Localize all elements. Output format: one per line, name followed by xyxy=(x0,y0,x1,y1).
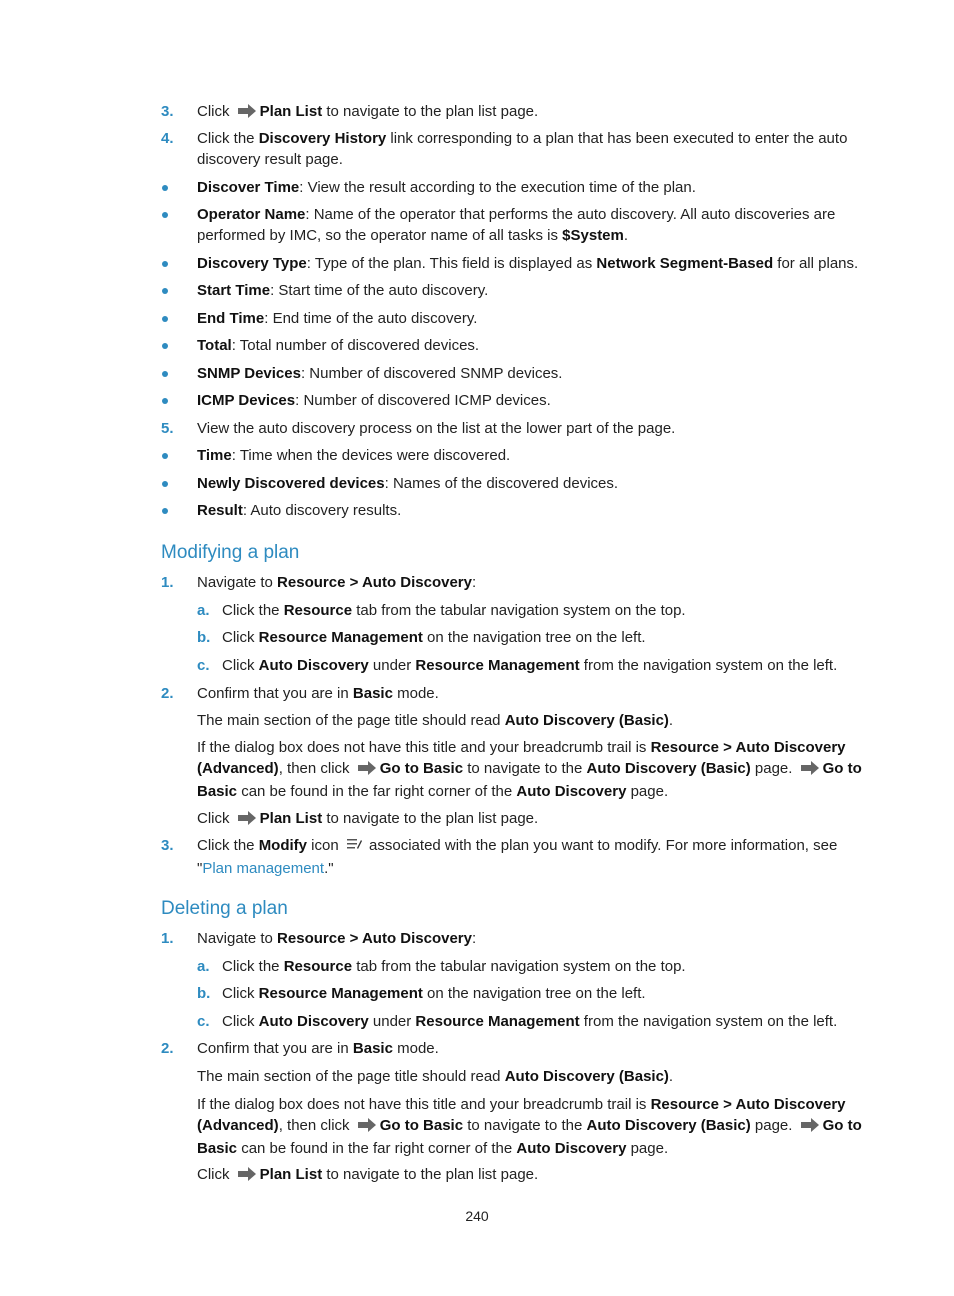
list-item: ICMP Devices: Number of discovered ICMP devices. xyxy=(197,392,551,409)
step-text: Click the Discovery History link corresponding to a plan that has been executed to enter the auto discovery result page. xyxy=(197,130,848,168)
step-number: 2. xyxy=(161,685,174,702)
substep-letter: c. xyxy=(197,1013,210,1030)
bullet-icon xyxy=(162,371,168,377)
bullet-icon xyxy=(162,212,168,218)
substep-text: Click Resource Management on the navigation tree on the left. xyxy=(222,985,646,1002)
list-item: End Time: End time of the auto discovery. xyxy=(197,310,478,327)
bullet-icon xyxy=(162,316,168,322)
paragraph: If the dialog box does not have this title and your breadcrumb trail is Resource > Auto Discovery (Advanced), then click Go to Basic to navigate to the Auto Discovery (Basic) page. Go to Basic can be found in the far right corner of the Auto Discovery page. xyxy=(197,1096,862,1157)
step-text: Navigate to Resource > Auto Discovery: xyxy=(197,930,477,947)
bullet-icon xyxy=(162,185,168,191)
step-text: Click the Modify icon associated with the plan you want to modify. For more information, see "Plan management." xyxy=(197,837,838,877)
step-number: 1. xyxy=(161,574,174,591)
arrow-icon xyxy=(237,103,257,124)
substep-letter: a. xyxy=(197,602,210,619)
list-item: Start Time: Start time of the auto discovery. xyxy=(197,282,489,299)
plan-management-link[interactable]: Plan management xyxy=(202,860,325,877)
step-number: 3. xyxy=(161,837,174,854)
step-number: 5. xyxy=(161,420,174,437)
substep-text: Click Auto Discovery under Resource Management from the navigation system on the left. xyxy=(222,1013,838,1030)
list-item: Newly Discovered devices: Names of the discovered devices. xyxy=(197,475,619,492)
step-number: 3. xyxy=(161,103,174,120)
modify-icon xyxy=(346,836,362,858)
arrow-icon xyxy=(357,1117,377,1138)
section-heading: Modifying a plan xyxy=(161,542,300,563)
step-number: 2. xyxy=(161,1040,174,1057)
arrow-icon xyxy=(800,760,820,781)
substep-text: Click Resource Management on the navigation tree on the left. xyxy=(222,629,646,646)
arrow-icon xyxy=(237,1166,257,1187)
substep-letter: b. xyxy=(197,985,211,1002)
list-item: Time: Time when the devices were discovered. xyxy=(197,447,511,464)
list-item: SNMP Devices: Number of discovered SNMP devices. xyxy=(197,365,563,382)
step-text: Confirm that you are in Basic mode. xyxy=(197,1040,439,1057)
substep-text: Click the Resource tab from the tabular navigation system on the top. xyxy=(222,958,686,975)
bullet-icon xyxy=(162,261,168,267)
list-item: Total: Total number of discovered devices. xyxy=(197,337,480,354)
list-item: Result: Auto discovery results. xyxy=(197,502,402,519)
paragraph: The main section of the page title should read Auto Discovery (Basic). xyxy=(197,1068,674,1085)
list-item: Discover Time: View the result according to the execution time of the plan. xyxy=(197,179,696,196)
bullet-icon xyxy=(162,508,168,514)
substep-text: Click Auto Discovery under Resource Management from the navigation system on the left. xyxy=(222,657,838,674)
bullet-icon xyxy=(162,481,168,487)
bullet-icon xyxy=(162,343,168,349)
bullet-icon xyxy=(162,453,168,459)
step-number: 4. xyxy=(161,130,174,147)
paragraph: Click Plan List to navigate to the plan list page. xyxy=(197,1164,867,1187)
step-text: Confirm that you are in Basic mode. xyxy=(197,685,439,702)
paragraph: If the dialog box does not have this title and your breadcrumb trail is Resource > Auto Discovery (Advanced), then click Go to Basic to navigate to the Auto Discovery (Basic) page. Go to Basic can be found in the far right corner of the Auto Discovery page. xyxy=(197,739,862,800)
step-text: Navigate to Resource > Auto Discovery: xyxy=(197,574,477,591)
bullet-icon xyxy=(162,398,168,404)
bullet-icon xyxy=(162,288,168,294)
list-item: Operator Name: Name of the operator that performs the auto discovery. All auto discoveries are performed by IMC, so the operator name of all tasks is $System. xyxy=(197,206,836,244)
step-text: View the auto discovery process on the list at the lower part of the page. xyxy=(197,420,676,437)
arrow-icon xyxy=(237,810,257,831)
substep-letter: c. xyxy=(197,657,210,674)
step-number: 1. xyxy=(161,930,174,947)
page-number: 240 xyxy=(465,1208,489,1224)
step-text: Click Plan List to navigate to the plan list page. xyxy=(197,101,867,124)
substep-letter: b. xyxy=(197,629,211,646)
section-heading: Deleting a plan xyxy=(161,898,288,919)
substep-text: Click the Resource tab from the tabular navigation system on the top. xyxy=(222,602,686,619)
paragraph: Click Plan List to navigate to the plan list page. xyxy=(197,808,867,831)
arrow-icon xyxy=(357,760,377,781)
paragraph: The main section of the page title should read Auto Discovery (Basic). xyxy=(197,712,674,729)
substep-letter: a. xyxy=(197,958,210,975)
arrow-icon xyxy=(800,1117,820,1138)
list-item: Discovery Type: Type of the plan. This field is displayed as Network Segment-Based for all plans. xyxy=(197,255,859,272)
